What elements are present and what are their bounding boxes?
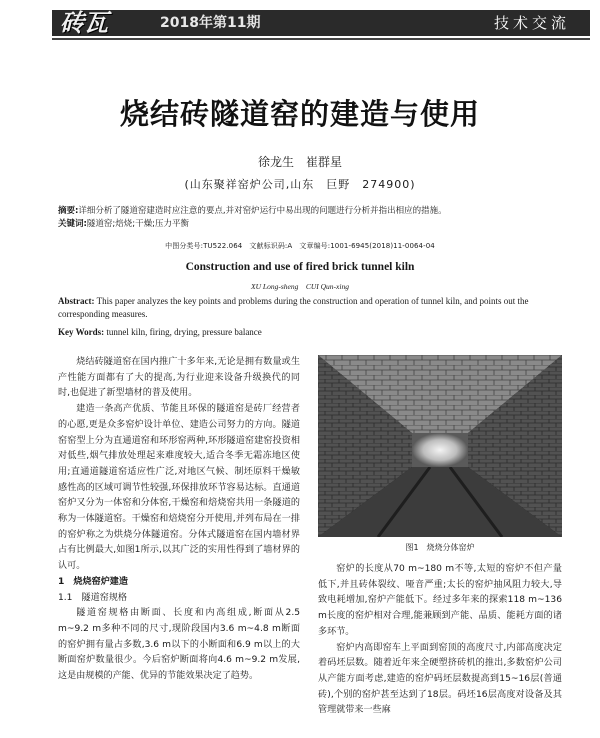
- body-paragraph: 建造一条高产优质、节能且环保的隧道窑是砖厂经营者的心愿,更是众多窑炉设计单位、建造公司努力的方向。隧道窑窑型上分为直通道窑和环形窑两种,环形隧道窑建窑投资相对低些,烟气排放处理起来难度较大,适合冬季无霜冻地区使用;直通道隧道窑适应性广泛,对地区气候、制坯原料干燥敏感性高的区域可调节性较强,环保排放环节容易达标。直通道窑炉又分为一体窑和分体窑,干燥窑和焙烧窑共用一条隧道的称为一体隧道窑。干燥窑和焙烧窑分开使用,并列布局在一排的窑炉称之为烘烧分体隧道窑。分体式隧道窑在国内墙材界占有比例最大,如图1所示,以其广泛的实用性得到了墙材界的认可。: [58, 404, 300, 572]
- abstract-en-label: Abstract:: [58, 296, 95, 306]
- section-label: 技术交流: [493, 14, 570, 32]
- body-paragraph: 窑炉内高即窑车上平面到窑顶的高度尺寸,内部高度决定着码坯层数。随着近年来全硬塑挤砖机的推出,多数窑炉公司从产能方面考虑,建造的窑炉码坯层数提高到15~16层(普通砖),个别的窑炉甚至达到了18层。码坯16层高度对设备及其管理就带来一些麻: [318, 642, 562, 716]
- classification-line: 中图分类号:TU522.064 文献标识码:A 文章编号:1001-6945(2018)11-0064-04: [165, 242, 435, 250]
- header-divider: [52, 38, 590, 40]
- keywords-zh-label: 关键词:: [58, 219, 87, 229]
- body-left-column: [58, 355, 300, 685]
- title-zh: 烧结砖隧道窑的建造与使用: [119, 97, 480, 131]
- title-en: Construction and use of fired brick tunnel kiln: [185, 261, 415, 273]
- keywords-en-text: tunnel kiln, firing, drying, pressure balance: [106, 327, 262, 337]
- body-paragraph: 烧结砖隧道窑在国内推广十多年来,无论是拥有数量或生产性能方面都有了大的提高,为行业迎来设备升级换代的同时,也促进了新型墙材的普及使用。: [58, 357, 300, 399]
- section-heading: 1 烧烧窑炉建造: [58, 576, 128, 587]
- body-right-column: [318, 562, 562, 719]
- kiln-tunnel-photo: [318, 355, 562, 537]
- abstract-en-text: This paper analyzes the key points and problems during the construction and operation of tunnel kiln, and points out the corresponding measures.: [58, 296, 529, 319]
- body-paragraph: 隧道窑规格由断面、长度和内高组成,断面从2.5 m~9.2 m多种不同的尺寸,现阶段国内3.6 m~4.8 m断面的窑炉拥有量占多数,3.6 m以下的小断面和6.9 m以上的大断面窑炉数量很少。今后窑炉断面将向4.6 m~9.2 m发展,这是由规模的产能、优异的节能效果决定了趋势。: [58, 608, 300, 682]
- abstract-zh-label: 摘要:: [58, 206, 79, 216]
- body-paragraph: 窑炉的长度从70 m~180 m不等,太短的窑炉不但产量低下,并且砖体裂纹、哑音严重;太长的窑炉抽风阻力较大,导致电耗增加,窑炉产能低下。经过多年来的探索118 m~136 m长度的窑炉相对合理,能兼顾到产能、品质、能耗方面的诸多环节。: [318, 564, 562, 637]
- abstract-zh-block: [58, 205, 563, 231]
- issue-label: 2018年第11期: [160, 15, 261, 31]
- abstract-zh-text: 详细分析了隧道窑建造时应注意的要点,并对窑炉运行中易出现的问题进行分析并指出相应的措施。: [78, 206, 447, 216]
- keywords-en: [58, 326, 558, 339]
- keywords-zh-text: 隧道窑;焙烧;干燥;压力平衡: [86, 219, 189, 229]
- abstract-zh: [58, 205, 563, 218]
- kiln-tunnel-illustration: [318, 355, 562, 537]
- keywords-en-label: Key Words:: [58, 327, 105, 337]
- authors-en: XU Long-sheng CUI Qun-xing: [251, 282, 349, 291]
- figure-caption: 图1 烧烧分体窑炉: [405, 543, 475, 552]
- subsection-heading: 1.1 隧道窑规格: [58, 592, 128, 603]
- affiliation-zh: (山东聚祥窑炉公司,山东 巨野 274900): [184, 178, 416, 191]
- journal-logo: 砖瓦: [60, 8, 108, 37]
- authors-zh: 徐龙生 崔群星: [257, 155, 342, 169]
- keywords-zh: [58, 218, 563, 231]
- abstract-en: [58, 295, 558, 321]
